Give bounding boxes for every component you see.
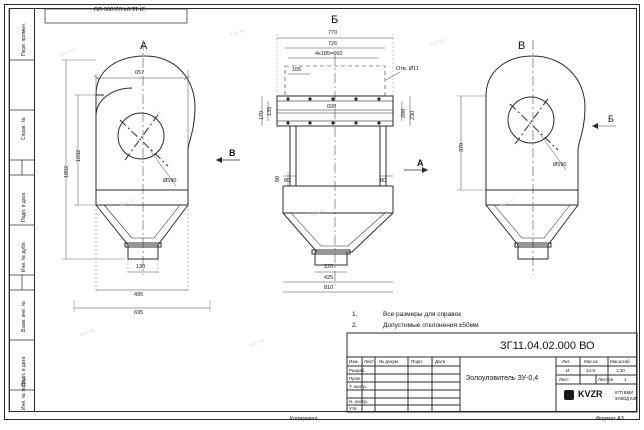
dim-b-600: 600: [327, 104, 337, 110]
dim-v-370: 370: [459, 142, 465, 152]
section-arrow-label-a: А: [417, 158, 424, 168]
top-stamp-text: ЗГ11.04.02.000 ВО: [93, 5, 145, 11]
tb-header-izm: Изм.: [349, 359, 359, 364]
margin-label-perv-primen: Перв. примен.: [21, 22, 27, 56]
tb-sheets-label: Листов: [598, 377, 613, 382]
tb-role-tkontr: Т. контр.: [349, 384, 367, 389]
dim-b-425: 425: [324, 275, 334, 281]
dim-a-130: 130: [136, 264, 146, 270]
margin-label-podp-data-2: Подп. и дата: [21, 356, 27, 386]
tb-role-nkontr: Н. контр.: [349, 399, 368, 404]
dim-b-726: 726: [328, 41, 338, 47]
section-arrow-label-b: В: [229, 148, 236, 158]
dim-b-200: 200: [401, 108, 407, 118]
tb-sheet-label: Лист: [559, 377, 569, 382]
watermark: kvzr.kz: [119, 197, 136, 209]
dim-a-diameter: Ø590: [163, 178, 177, 184]
dim-a-1032: 1032: [76, 149, 82, 162]
watermark: kvzr.kz: [59, 47, 76, 59]
view-title-a: А: [140, 40, 148, 52]
dim-b-170: 170: [259, 110, 265, 120]
company-logo-mark: [564, 390, 574, 400]
dim-b-770: 770: [328, 30, 338, 36]
view-v-dimensions: [457, 96, 616, 190]
drawing-designation: ЗГ11.04.02.000 ВО: [500, 340, 595, 352]
dim-b-230: 230: [410, 110, 416, 120]
tb-sheets-value: 1: [624, 377, 627, 382]
dim-a-495: 495: [134, 292, 144, 298]
section-arrows: [216, 157, 428, 173]
view-title-v: В: [518, 40, 526, 52]
tb-role-prov: Пров.: [349, 376, 362, 381]
dim-a-1852: 1852: [64, 165, 70, 178]
tb-header-list: Лист: [364, 359, 374, 364]
margin-label-podp-data-1: Подп. и дата: [21, 192, 27, 222]
company-sub-1: КГП ВМИ: [615, 390, 634, 395]
company-logo: KVZR: [578, 389, 603, 399]
view-v-geometry: [486, 40, 585, 275]
tb-value-lit: И: [566, 368, 570, 373]
margin-label-inv-podl: Инв. № подл.: [21, 378, 27, 410]
note-2-number: 2.: [352, 322, 358, 329]
note-1-number: 1.: [352, 311, 358, 318]
dim-a-695: 695: [134, 310, 144, 316]
tb-header-podp: Подп.: [411, 359, 424, 364]
view-marker-b-right: Б: [608, 114, 614, 124]
watermark: kvzr.kz: [229, 27, 246, 39]
product-name: Золоуловитель ЗУ-0,4: [466, 375, 539, 382]
margin-label-sprav: Справ. №: [21, 117, 27, 140]
dim-b-gap-left: 80: [284, 178, 291, 184]
watermark: kvzr.kz: [249, 337, 266, 349]
margin-label-inv-dubl: Инв. № дубл.: [21, 241, 27, 272]
watermark: kvzr.kz: [429, 37, 446, 49]
tb-value-massa: 14.9: [586, 368, 595, 373]
dim-b-gap-right: 80: [380, 178, 387, 184]
dim-b-165: 165: [292, 67, 302, 73]
tb-header-dokum: № докум.: [379, 359, 400, 364]
dim-b-side-h: 80: [275, 175, 281, 182]
tb-role-razrab: Разраб.: [349, 368, 366, 373]
footer-format: Формат А3: [596, 416, 624, 422]
note-2-text: Допустимые отклонения ±50мм: [383, 322, 479, 329]
dim-b-220: 220: [324, 264, 334, 270]
tb-value-masshtab: 1:10: [616, 368, 625, 373]
dim-a-top-657: 657: [135, 70, 145, 76]
watermark: kvzr.kz: [79, 327, 96, 339]
watermark: kvzr.kz: [499, 197, 516, 209]
view-b-dimensions: [262, 34, 410, 292]
tb-header-lit: Лит.: [562, 359, 571, 364]
dim-v-diameter: Ø590: [553, 162, 567, 168]
view-a-geometry: [96, 40, 195, 275]
tb-header-data: Дата: [435, 359, 446, 364]
tb-header-massa: Масса: [584, 359, 598, 364]
dim-b-810: 810: [324, 285, 334, 291]
margin-label-vzam-inv: Взам. инв. №: [21, 301, 27, 332]
view-title-b: Б: [331, 14, 339, 26]
company-sub-2: ЗАВОД КЗР: [615, 396, 638, 401]
tb-role-utv: Утв.: [349, 406, 358, 411]
tb-header-masshtab: Масштаб: [610, 359, 630, 364]
dim-b-135: 135: [267, 106, 273, 116]
watermark: kvzr.kz: [309, 207, 326, 219]
note-1-text: Все размеры для справок: [383, 311, 462, 318]
dim-b-hole-note: Отв. Ø11: [396, 66, 419, 72]
dim-b-pattern: 4x185=660: [315, 51, 343, 57]
footer-kopiroval: Копировал: [290, 416, 318, 422]
view-b-geometry: [277, 55, 393, 285]
